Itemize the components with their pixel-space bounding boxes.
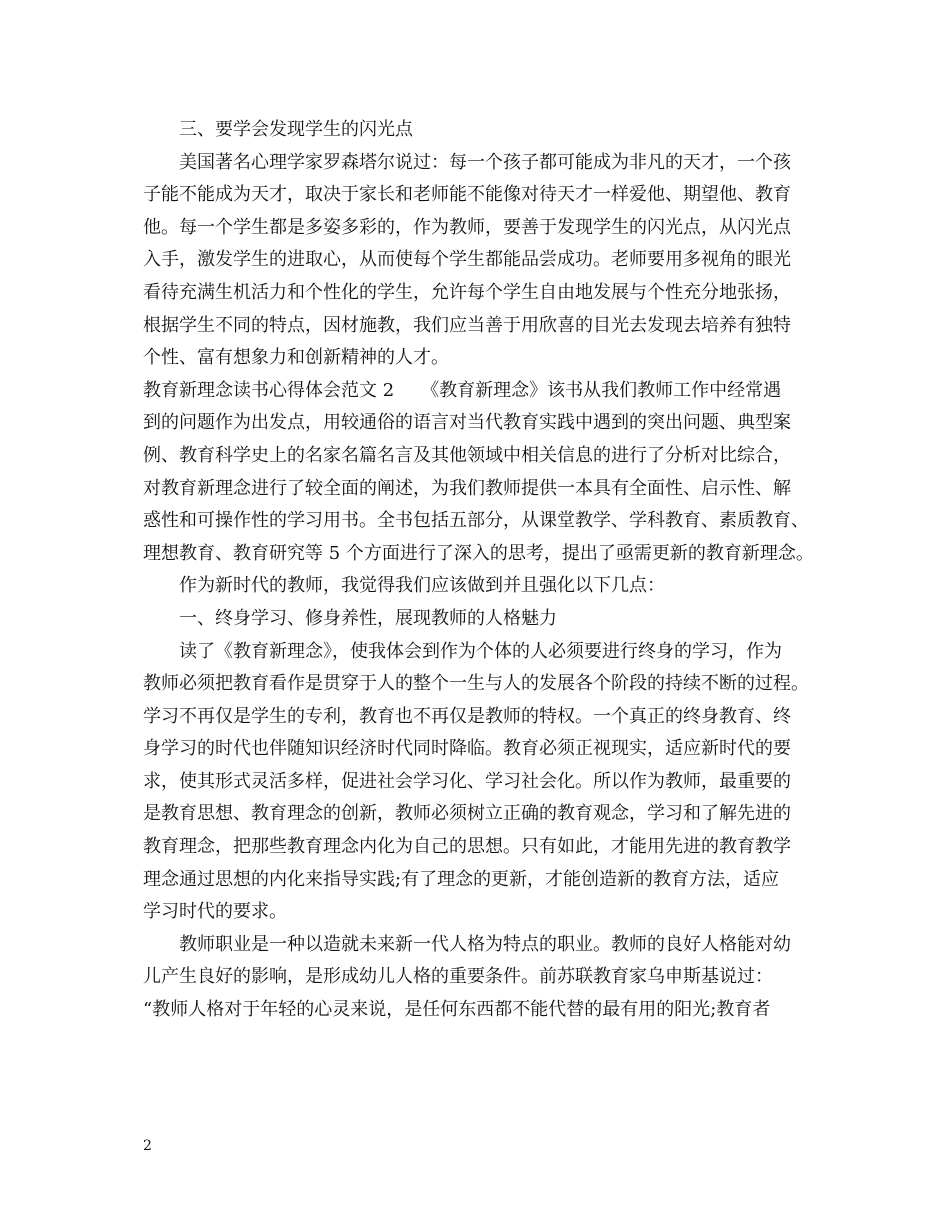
paragraph-line: 根据学生不同的特点，因材施教，我们应当善于用欣喜的目光去发现去培养有独特 (143, 314, 791, 336)
paragraph-line: 子能不能成为天才，取决于家长和老师能不能像对待天才一样爱他、期望他、教育 (143, 184, 791, 206)
paragraph-line: 读了《教育新理念》，使我体会到作为个体的人必须要进行终身的学习，作为 (179, 640, 782, 662)
essay-title-line: 教育新理念读书心得体会范文 2 《教育新理念》该书从我们教师工作中经常遇 (143, 379, 782, 401)
section-heading-3: 三、要学会发现学生的闪光点 (179, 119, 413, 140)
paragraph-line: 作为新时代的教师，我觉得我们应该做到并且强化以下几点： (179, 575, 665, 597)
paragraph-line: 个性、富有想象力和创新精神的人才。 (143, 347, 449, 369)
paragraph-line: 对教育新理念进行了较全面的阐述，为我们教师提供一本具有全面性、启示性、解 (143, 477, 791, 499)
paragraph-line: 惑性和可操作性的学习用书。全书包括五部分，从课堂教学、学科教育、素质教育、 (143, 510, 809, 532)
page-number: 2 (143, 1138, 152, 1154)
paragraph-line: 求，使其形式灵活多样，促进社会学习化、学习社会化。所以作为教师，最重要的 (143, 770, 791, 792)
paragraph-line: 学习时代的要求。 (143, 901, 287, 923)
paragraph-line: 理念通过思想的内化来指导实践;有了理念的更新，才能创造新的教育方法，适应 (143, 868, 780, 890)
paragraph-line: 身学习的时代也伴随知识经济时代同时降临。教育必须正视现实，适应新时代的要 (143, 738, 791, 760)
paragraph-line: 例、教育科学史上的名家名篇名言及其他领域中相关信息的进行了分析对比综合， (143, 444, 791, 466)
paragraph-line: 他。每一个学生都是多姿多彩的，作为教师，要善于发现学生的闪光点，从闪光点 (143, 216, 791, 238)
paragraph-line: 看待充满生机活力和个性化的学生，允许每个学生自由地发展与个性充分地张扬， (143, 281, 791, 303)
paragraph-line: 美国著名心理学家罗森塔尔说过：每一个孩子都可能成为非凡的天才，一个孩 (179, 151, 791, 173)
paragraph-line: 儿产生良好的影响，是形成幼儿人格的重要条件。前苏联教育家乌申斯基说过： (143, 966, 773, 988)
paragraph-line: 教师必须把教育看作是贯穿于人的整个一生与人的发展各个阶段的持续不断的过程。 (143, 673, 809, 695)
body-text (143, 114, 823, 1027)
paragraph-line: 到的问题作为出发点，用较通俗的语言对当代教育实践中遇到的突出问题、典型案 (143, 412, 791, 434)
paragraph-line: 理想教育、教育研究等 5 个方面进行了深入的思考，提出了亟需更新的教育新理念。 (143, 542, 814, 564)
paragraph-line: 学习不再仅是学生的专利，教育也不再仅是教师的特权。一个真正的终身教育、终 (143, 705, 791, 727)
paragraph-line: “教师人格对于年轻的心灵来说，是任何东西都不能代替的最有用的阳光;教育者 (143, 999, 771, 1021)
section-heading-1: 一、终身学习、修身养性，展现教师的人格魅力 (179, 607, 557, 629)
paragraph-line: 教师职业是一种以造就未来新一代人格为特点的职业。教师的良好人格能对幼 (179, 933, 791, 955)
paragraph-line: 是教育思想、教育理念的创新，教师必须树立正确的教育观念，学习和了解先进的 (143, 803, 791, 825)
paragraph-line: 入手，激发学生的进取心，从而使每个学生都能品尝成功。老师要用多视角的眼光 (143, 249, 791, 271)
paragraph-line: 教育理念，把那些教育理念内化为自己的思想。只有如此，才能用先进的教育教学 (143, 836, 791, 858)
